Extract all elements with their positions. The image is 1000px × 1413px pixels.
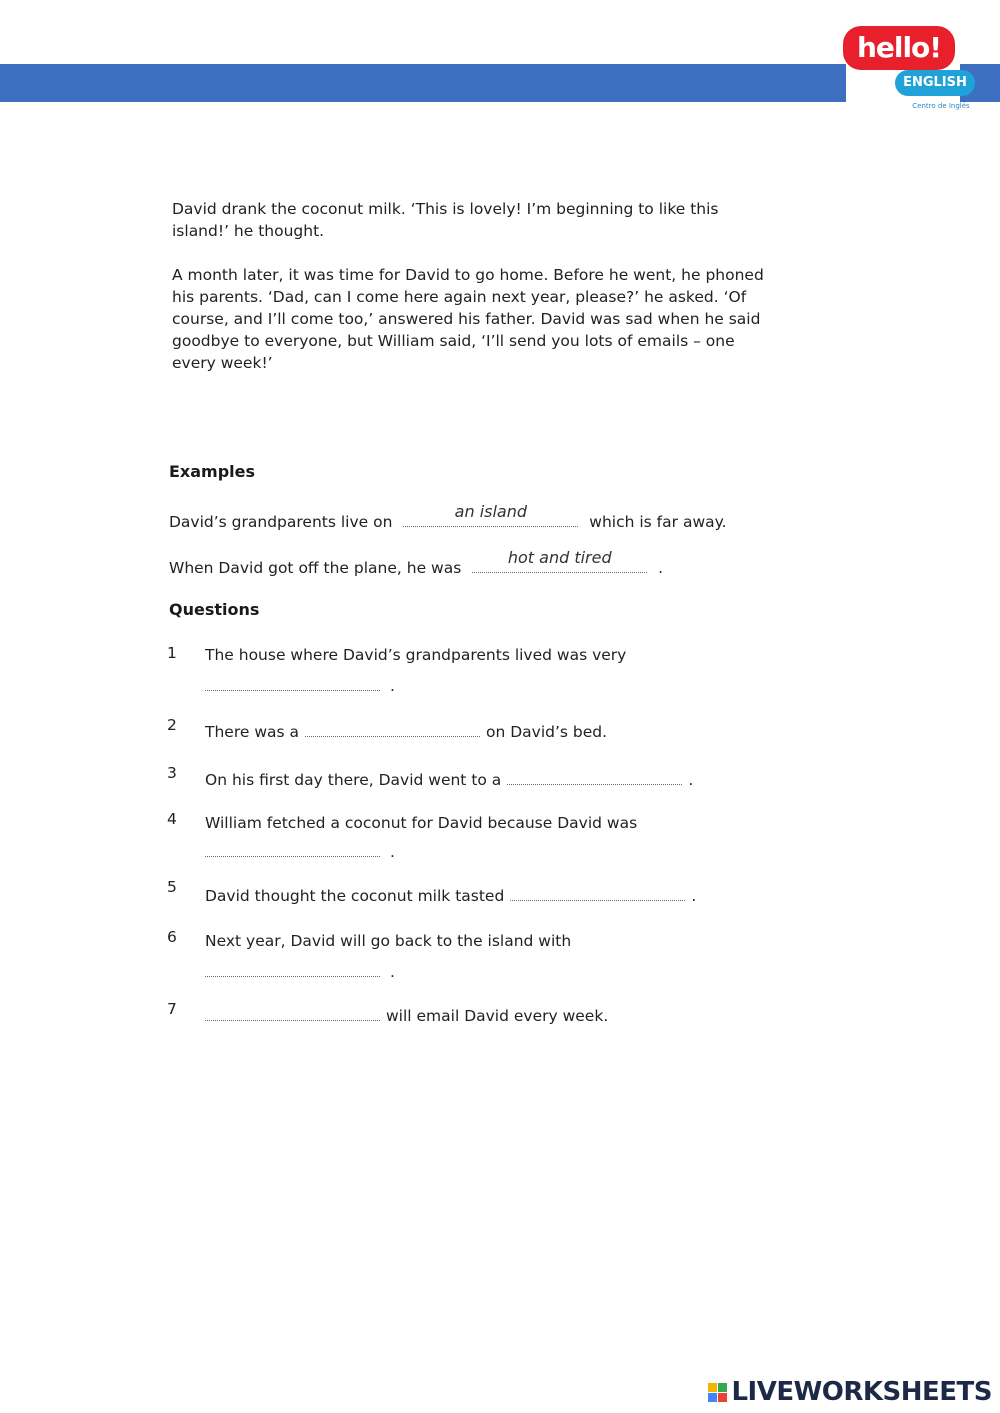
story-paragraph-2: A month later, it was time for David to go home. Before he went, he phoned his parents. ‘Dad, can I come here again next year, please?’ he asked. ‘Of course, and I’ll come too,’ answered his father. David was sad when he said goodbye to everyone, but William said, ‘I’ll send you lots of emails – one every week!’ [172,266,764,372]
liveworksheets-brand: LIVEWORKSHEETS [731,1377,992,1407]
question-7-after: will email David every week. [386,1007,609,1025]
example-2-before: When David got off the plane, he was [169,559,462,577]
question-4-text: William fetched a coconut for David because David was [205,814,638,832]
example-2-after: . [658,559,664,577]
question-3-line [205,766,693,789]
logo-english: ENGLISH [895,70,975,96]
example-1-before: David’s grandparents live on [169,513,393,531]
question-3-number: 3 [167,764,177,782]
question-4-number: 4 [167,810,177,828]
question-3-after: . [688,771,694,789]
example-1 [169,502,727,531]
question-3-before: On his first day there, David went to a [205,771,502,789]
logo-hello: hello! [843,26,955,70]
story-paragraph-1: David drank the coconut milk. ‘This is lovely! I’m beginning to like this island!’ he thought. [172,200,719,240]
question-6-answer-line [205,958,395,981]
questions-heading: Questions [169,600,260,619]
question-1-after: . [390,677,395,695]
question-5-blank[interactable] [510,882,685,901]
question-1-text: The house where David’s grandparents lived was very [205,646,627,664]
example-2-answer: hot and tired [507,548,612,567]
question-4-blank[interactable] [205,838,380,857]
logo-subtitle: Centro de Inglés [912,102,970,110]
question-4-after: . [390,843,395,861]
liveworksheets-footer [708,1377,992,1407]
question-5-after: . [691,887,697,905]
question-2-blank[interactable] [305,718,480,737]
example-1-blank [403,502,578,527]
question-7-number: 7 [167,1000,177,1018]
question-6-number: 6 [167,928,177,946]
worksheet-page [155,180,855,1040]
question-7-blank[interactable] [205,1002,380,1021]
question-1-blank[interactable] [205,672,380,691]
example-1-after: which is far away. [589,513,727,531]
examples-heading: Examples [169,462,256,481]
question-2-before: There was a [205,723,299,741]
example-2 [169,548,664,577]
question-6-after: . [390,963,395,981]
question-5-before: David thought the coconut milk tasted [205,887,505,905]
question-5-number: 5 [167,878,177,896]
question-6-blank[interactable] [205,958,380,977]
question-5-line [205,882,696,905]
header-bar [0,64,846,102]
question-2-after: on David’s bed. [486,723,608,741]
example-2-blank [472,548,647,573]
question-4-answer-line [205,838,395,861]
question-7-line [205,1002,608,1025]
liveworksheets-icon [708,1383,727,1402]
hello-english-logo [843,26,978,118]
example-1-answer: an island [454,502,528,521]
question-3-blank[interactable] [507,766,682,785]
question-6-text: Next year, David will go back to the island with [205,932,572,950]
question-1-number: 1 [167,644,177,662]
question-2-line [205,718,607,741]
question-2-number: 2 [167,716,177,734]
question-1-answer-line [205,672,395,695]
